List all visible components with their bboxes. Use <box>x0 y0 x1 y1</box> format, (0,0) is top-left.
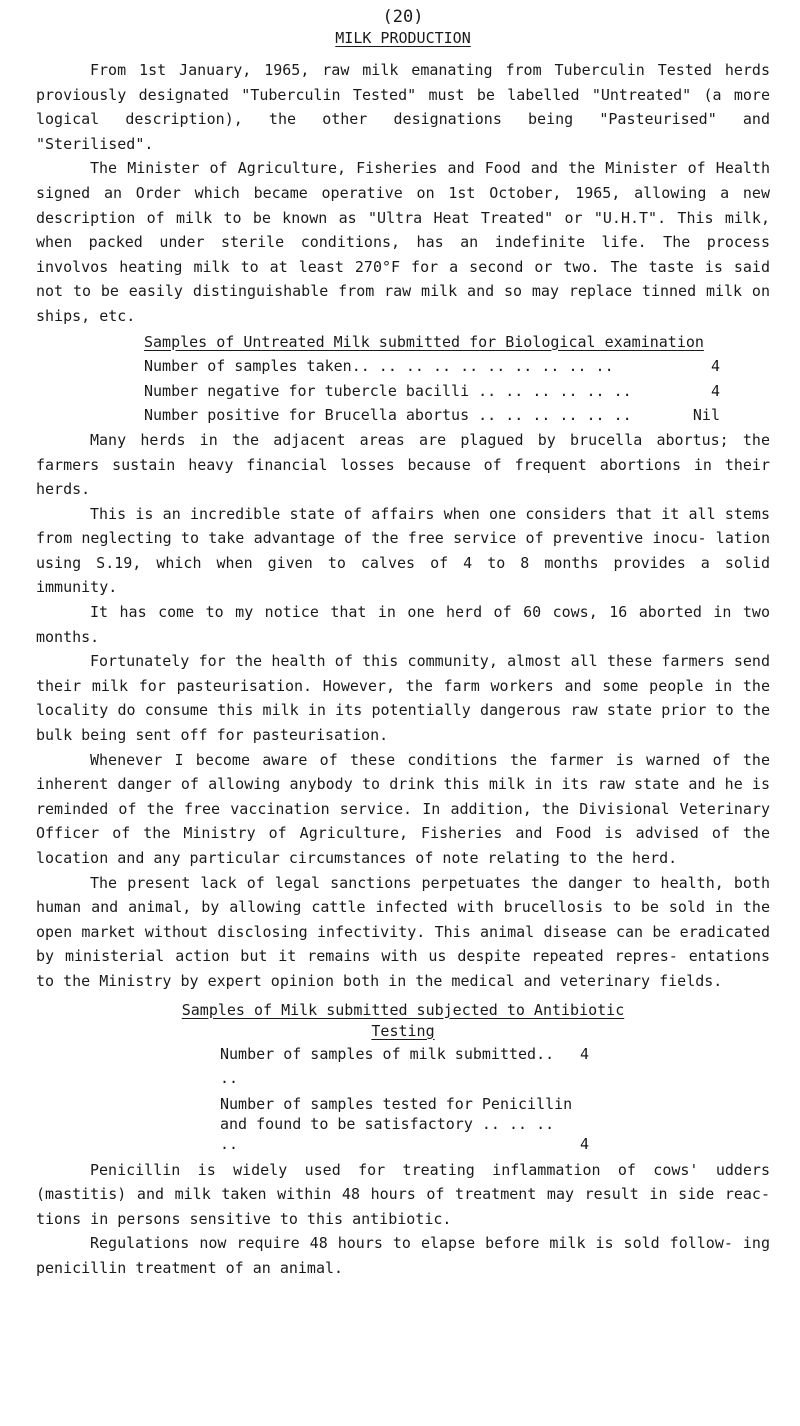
row-value: 4 <box>580 1134 590 1153</box>
section-2-heading-line-2: Testing <box>371 1021 435 1040</box>
row-label: Number of samples taken.. .. .. .. .. .. .. .. .. .. <box>144 357 614 376</box>
section-2-row <box>220 1090 770 1154</box>
paragraph-9: Penicillin is widely used for treating inflammation of cows' udders (mastitis) and milk taken within 48 hours of treatment may result in side reac- tions in persons sensitive to this antibiotic. <box>36 1160 770 1228</box>
row-label-line-2: and found to be satisfactory .. .. .. .. <box>220 1114 555 1153</box>
row-label: Number negative for tubercle bacilli .. .. .. .. .. .. <box>144 381 632 400</box>
row-label <box>220 1094 580 1154</box>
paragraph-4: This is an incredible state of affairs when one considers that it all stems from neglecting to take advantage of the free service of preventive inocu- lation using S.19, which when given to calves of 4 to 8 months provides a solid immunity. <box>36 504 770 597</box>
row-value: Nil <box>692 406 720 425</box>
paragraph-7: Whenever I become aware of these conditions the farmer is warned of the inherent danger of allowing anybody to drink this milk in its raw state and he is reminded of the free vaccination service. In addition, the Divisional Veterinary Officer of the Ministry of Agriculture, Fisheries and Food is advised of the location and any particular circumstances of note relating to the herd. <box>36 750 770 867</box>
section-2-heading-line-1: Samples of Milk submitted subjected to Antibiotic <box>181 1000 625 1019</box>
paragraph-8: The present lack of legal sanctions perpetuates the danger to health, both human and animal, by allowing cattle infected with brucellosis to be sold in the open market without disclosing infectivity. This animal disease can be eradicated by ministerial action but it remains with us despite repeated repres- entations to the Ministry by expert opinion both in the medical and veterinary fields. <box>36 873 770 990</box>
section-1-row <box>144 403 720 428</box>
paragraph-5: It has come to my notice that in one herd of 60 cows, 16 aborted in two months. <box>36 603 770 646</box>
row-value: 4 <box>710 357 720 376</box>
paragraph-3: Many herds in the adjacent areas are plagued by brucella abortus; the farmers sustain heavy financial losses because of frequent abortions in their herds. <box>36 430 770 499</box>
page-title: MILK PRODUCTION <box>335 29 471 47</box>
paragraph-6: Fortunately for the health of this community, almost all these farmers send their milk for pasteurisation. However, the farm workers and some people in the locality do consume this milk in its potentially dangerous raw state prior to the bulk being sent off for pasteurisation. <box>36 652 770 745</box>
section-2-row <box>220 1042 770 1090</box>
section-2-heading <box>36 1000 770 1042</box>
paragraph-2: The Minister of Agriculture, Fisheries and Food and the Minister of Health signed an Order which became operative on 1st October, 1965, allowing a new description of milk to be known as "Ultra Heat Treated" or "U.H.T". This milk, when packed under sterile conditions, has an indefinite life. The process involvos heating milk to at least 270°F for a second or two. The taste is said not to be easily distinguishable from raw milk and so may replace tinned milk on ships, etc. <box>36 159 770 325</box>
row-label-line-1: Number of samples tested for Penicillin <box>220 1094 573 1113</box>
row-label: Number positive for Brucella abortus .. .. .. .. .. .. <box>144 406 632 425</box>
paragraph-1: From 1st January, 1965, raw milk emanating from Tuberculin Tested herds proviously designated "Tuberculin Tested" must be labelled "Untreated" (a more logical description), the other designations being "Pasteurised" and "Sterilised". <box>36 61 770 153</box>
section-1-row <box>144 379 720 404</box>
page-number: (20) <box>382 7 424 27</box>
paragraph-10: Regulations now require 48 hours to elapse before milk is sold follow- ing penicillin treatment of an animal. <box>36 1234 770 1277</box>
section-1-heading: Samples of Untreated Milk submitted for Biological examination <box>144 332 704 351</box>
section-1-row <box>144 354 720 379</box>
row-label: Number of samples of milk submitted.. .. <box>220 1044 555 1087</box>
row-value: 4 <box>710 381 720 400</box>
row-value: 4 <box>580 1044 590 1063</box>
